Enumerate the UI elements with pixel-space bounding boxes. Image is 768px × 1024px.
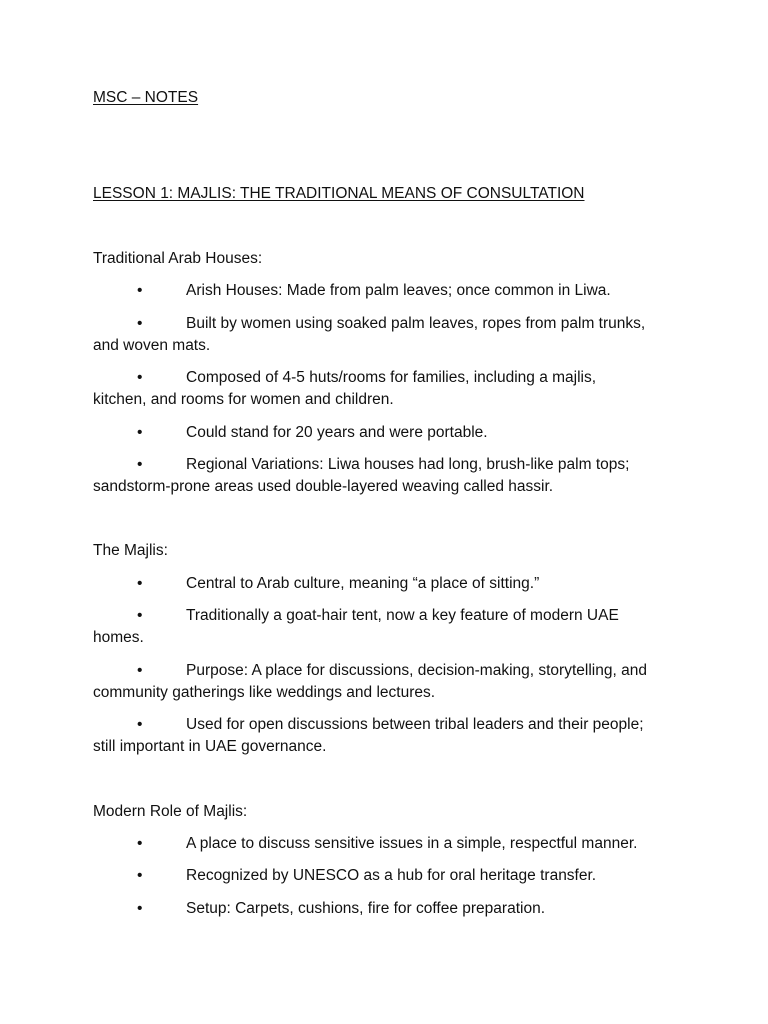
bullet-icon: • xyxy=(137,424,143,441)
list-item: Could stand for 20 years and were portable. xyxy=(186,424,488,441)
bullet-icon: • xyxy=(137,607,143,624)
list-item: Central to Arab culture, meaning “a place of sitting.” xyxy=(186,575,540,592)
list-item: Setup: Carpets, cushions, fire for coffee preparation. xyxy=(186,900,545,917)
bullet-icon: • xyxy=(137,282,143,299)
bullet-icon: • xyxy=(137,900,143,917)
list-item-continuation: still important in UAE governance. xyxy=(93,738,327,755)
list-item-continuation: homes. xyxy=(93,629,144,646)
list-item-continuation: and woven mats. xyxy=(93,337,211,354)
bullet-icon: • xyxy=(137,662,143,679)
bullet-icon: • xyxy=(137,456,143,473)
list-item: A place to discuss sensitive issues in a simple, respectful manner. xyxy=(186,835,638,852)
lesson-title: LESSON 1: MAJLIS: THE TRADITIONAL MEANS OF CONSULTATION xyxy=(93,185,585,202)
list-item: Recognized by UNESCO as a hub for oral heritage transfer. xyxy=(186,867,597,884)
list-item: Built by women using soaked palm leaves, ropes from palm trunks, xyxy=(186,315,646,332)
list-item-continuation: community gatherings like weddings and lectures. xyxy=(93,684,436,701)
list-item: Regional Variations: Liwa houses had long, brush-like palm tops; xyxy=(186,456,630,473)
bullet-icon: • xyxy=(137,369,143,386)
bullet-icon: • xyxy=(137,835,143,852)
list-item-continuation: sandstorm-prone areas used double-layered weaving called hassir. xyxy=(93,478,554,495)
list-item: Composed of 4-5 huts/rooms for families, including a majlis, xyxy=(186,369,597,386)
list-item: Arish Houses: Made from palm leaves; once common in Liwa. xyxy=(186,282,611,299)
section-heading-modern-role: Modern Role of Majlis: xyxy=(93,803,248,820)
document-title: MSC – NOTES xyxy=(93,89,199,106)
bullet-icon: • xyxy=(137,575,143,592)
section-heading-majlis: The Majlis: xyxy=(93,542,168,559)
section-heading-arab-houses: Traditional Arab Houses: xyxy=(93,250,263,267)
bullet-icon: • xyxy=(137,716,143,733)
list-item: Used for open discussions between tribal leaders and their people; xyxy=(186,716,644,733)
list-item-continuation: kitchen, and rooms for women and children. xyxy=(93,391,394,408)
list-item: Purpose: A place for discussions, decision-making, storytelling, and xyxy=(186,662,647,679)
list-item: Traditionally a goat-hair tent, now a key feature of modern UAE xyxy=(186,607,619,624)
bullet-icon: • xyxy=(137,315,143,332)
bullet-icon: • xyxy=(137,867,143,884)
